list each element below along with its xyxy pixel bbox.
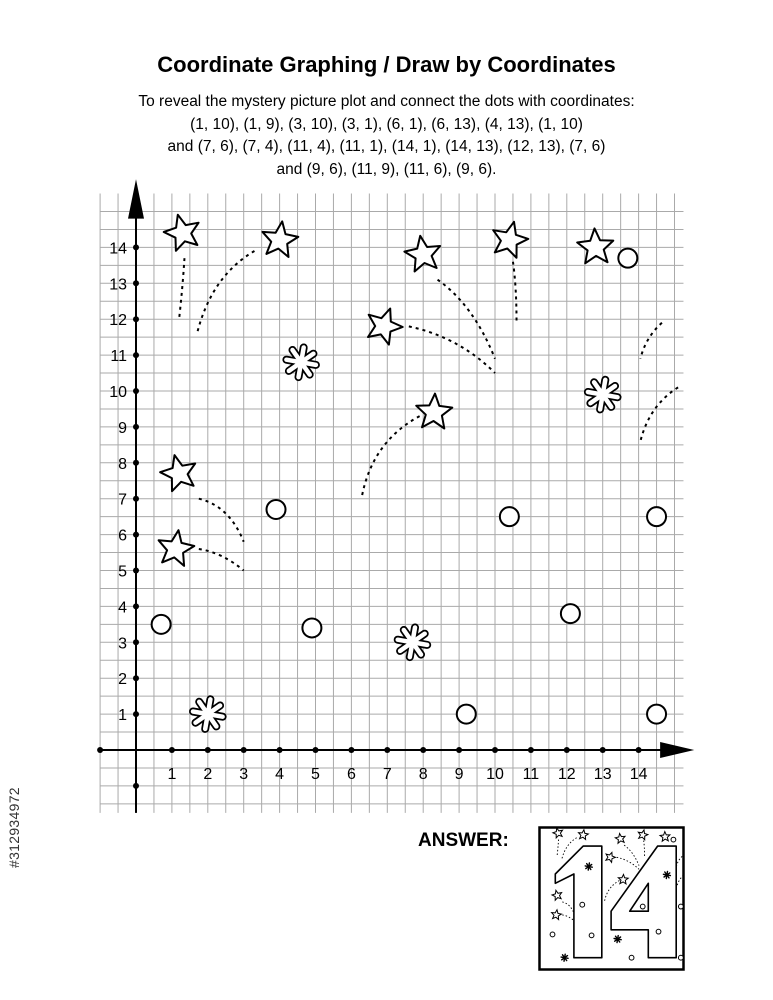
circle-dot: [267, 500, 286, 519]
y-tick-dot: [133, 316, 139, 322]
answer-label: ANSWER:: [418, 830, 509, 851]
instruction-line-3: and (9, 6), (11, 9), (11, 6), (9, 6).: [276, 160, 497, 178]
x-tick-dot: [636, 747, 642, 753]
y-tick-dot: [133, 603, 139, 609]
y-tick-dot: [133, 639, 139, 645]
star-icon: [263, 221, 299, 257]
star-icon: [368, 309, 403, 345]
star-icon: [404, 236, 440, 272]
x-tick-label: 13: [593, 766, 612, 783]
answer-circle-dot: [678, 904, 683, 909]
firework-trail: [199, 499, 244, 542]
circle-dot: [618, 249, 637, 268]
star-icon: [159, 530, 195, 566]
x-tick-dot: [277, 747, 283, 753]
answer-circle-dot: [580, 902, 585, 907]
x-tick-dot: [348, 747, 354, 753]
snowflake: [614, 936, 621, 943]
x-tick-label: 14: [629, 766, 648, 783]
instruction-line-2: and (7, 6), (7, 4), (11, 4), (11, 1), (14, 1), (14, 13), (12, 13), (7, 6): [167, 138, 606, 155]
y-tick-dot: [133, 711, 139, 717]
firework-trail: [409, 326, 495, 373]
y-tick-label: 9: [118, 419, 127, 437]
circle-dot: [647, 507, 666, 526]
y-tick-label: 11: [110, 348, 127, 366]
x-tick-dot: [205, 747, 211, 753]
x-tick-dot: [313, 747, 319, 753]
x-tick-dot: [492, 747, 498, 753]
x-tick-dot: [169, 747, 175, 753]
answer-circle-dot: [640, 904, 645, 909]
y-tick-dot: [133, 352, 139, 358]
x-tick-label: 11: [522, 766, 540, 783]
snowflake: [585, 863, 592, 870]
x-tick-dot: [420, 747, 426, 753]
answer-circle-dot: [550, 932, 555, 937]
x-tick-dot: [241, 747, 247, 753]
x-tick-label: 2: [203, 766, 213, 783]
circle-dot: [500, 507, 519, 526]
y-tick-label: 12: [109, 312, 127, 330]
star-icon: [577, 228, 613, 263]
instruction-line-1: (1, 10), (1, 9), (3, 10), (3, 1), (6, 1), (6, 13), (4, 13), (1, 10): [190, 115, 583, 133]
firework-trail: [640, 387, 678, 441]
circle-dot: [302, 618, 321, 637]
y-tick-label: 8: [118, 455, 127, 473]
y-tick-label: 10: [109, 384, 127, 401]
x-tick-dot: [600, 747, 606, 753]
firework-trail: [362, 416, 419, 495]
answer-picture: [538, 826, 685, 971]
firework-trail: [640, 323, 662, 359]
y-tick-dot: [133, 424, 139, 430]
x-tick-label: 7: [382, 766, 392, 783]
y-tick-dot: [133, 244, 139, 250]
x-tick-label: 6: [346, 766, 356, 783]
instruction-line-intro: To reveal the mystery picture plot and connect the dots with coordinates:: [138, 93, 635, 110]
x-tick-dot: [456, 747, 462, 753]
answer-circle-dot: [656, 929, 661, 934]
y-tick-label: 5: [118, 563, 127, 581]
x-tick-label: 12: [557, 766, 576, 783]
y-tick-label: 6: [118, 527, 127, 545]
x-tick-dot: [564, 747, 570, 753]
y-tick-dot: [133, 388, 139, 394]
x-tick-label: 4: [275, 766, 285, 783]
firework-trail: [179, 258, 184, 319]
y-tick-dot: [133, 783, 139, 789]
snowflake: [561, 954, 568, 961]
x-tick-dot: [384, 747, 390, 753]
x-tick-dot: [528, 747, 534, 753]
star-icon: [493, 222, 528, 258]
y-tick-dot: [133, 460, 139, 466]
y-tick-dot: [133, 280, 139, 286]
x-tick-label: 1: [167, 766, 177, 783]
x-tick-dot: [97, 747, 103, 753]
x-tick-label: 8: [418, 766, 428, 783]
y-tick-dot: [133, 532, 139, 538]
snowflake: [663, 871, 670, 878]
y-tick-label: 7: [118, 491, 127, 509]
x-tick-label: 3: [239, 766, 249, 783]
circle-dot: [152, 615, 171, 634]
stock-id: #312934972: [6, 787, 22, 868]
y-tick-dot: [133, 675, 139, 681]
y-tick-dot: [133, 568, 139, 574]
answer-circle-dot: [629, 955, 634, 960]
x-tick-label: 10: [486, 766, 504, 783]
y-tick-label: 14: [109, 240, 127, 258]
x-tick-label: 9: [454, 766, 464, 783]
circle-dot: [457, 705, 476, 724]
circle-dot: [561, 604, 580, 623]
answer-circle-dot: [678, 955, 683, 960]
y-tick-label: 3: [118, 635, 127, 653]
page-title: Coordinate Graphing / Draw by Coordinates: [157, 52, 616, 77]
firework-trail: [513, 262, 517, 323]
answer-circle-dot: [671, 837, 676, 842]
circle-dot: [647, 705, 666, 724]
y-tick-label: 1: [118, 707, 127, 725]
x-tick-label: 5: [311, 766, 320, 783]
answer-circle-dot: [589, 933, 594, 938]
y-tick-label: 13: [109, 276, 127, 294]
star-icon: [164, 215, 199, 251]
star-icon: [416, 394, 452, 429]
y-tick-dot: [133, 209, 139, 215]
x-tick-dot: [672, 747, 678, 753]
y-tick-dot: [133, 496, 139, 502]
y-tick-label: 4: [118, 599, 127, 617]
y-tick-label: 2: [118, 671, 127, 689]
